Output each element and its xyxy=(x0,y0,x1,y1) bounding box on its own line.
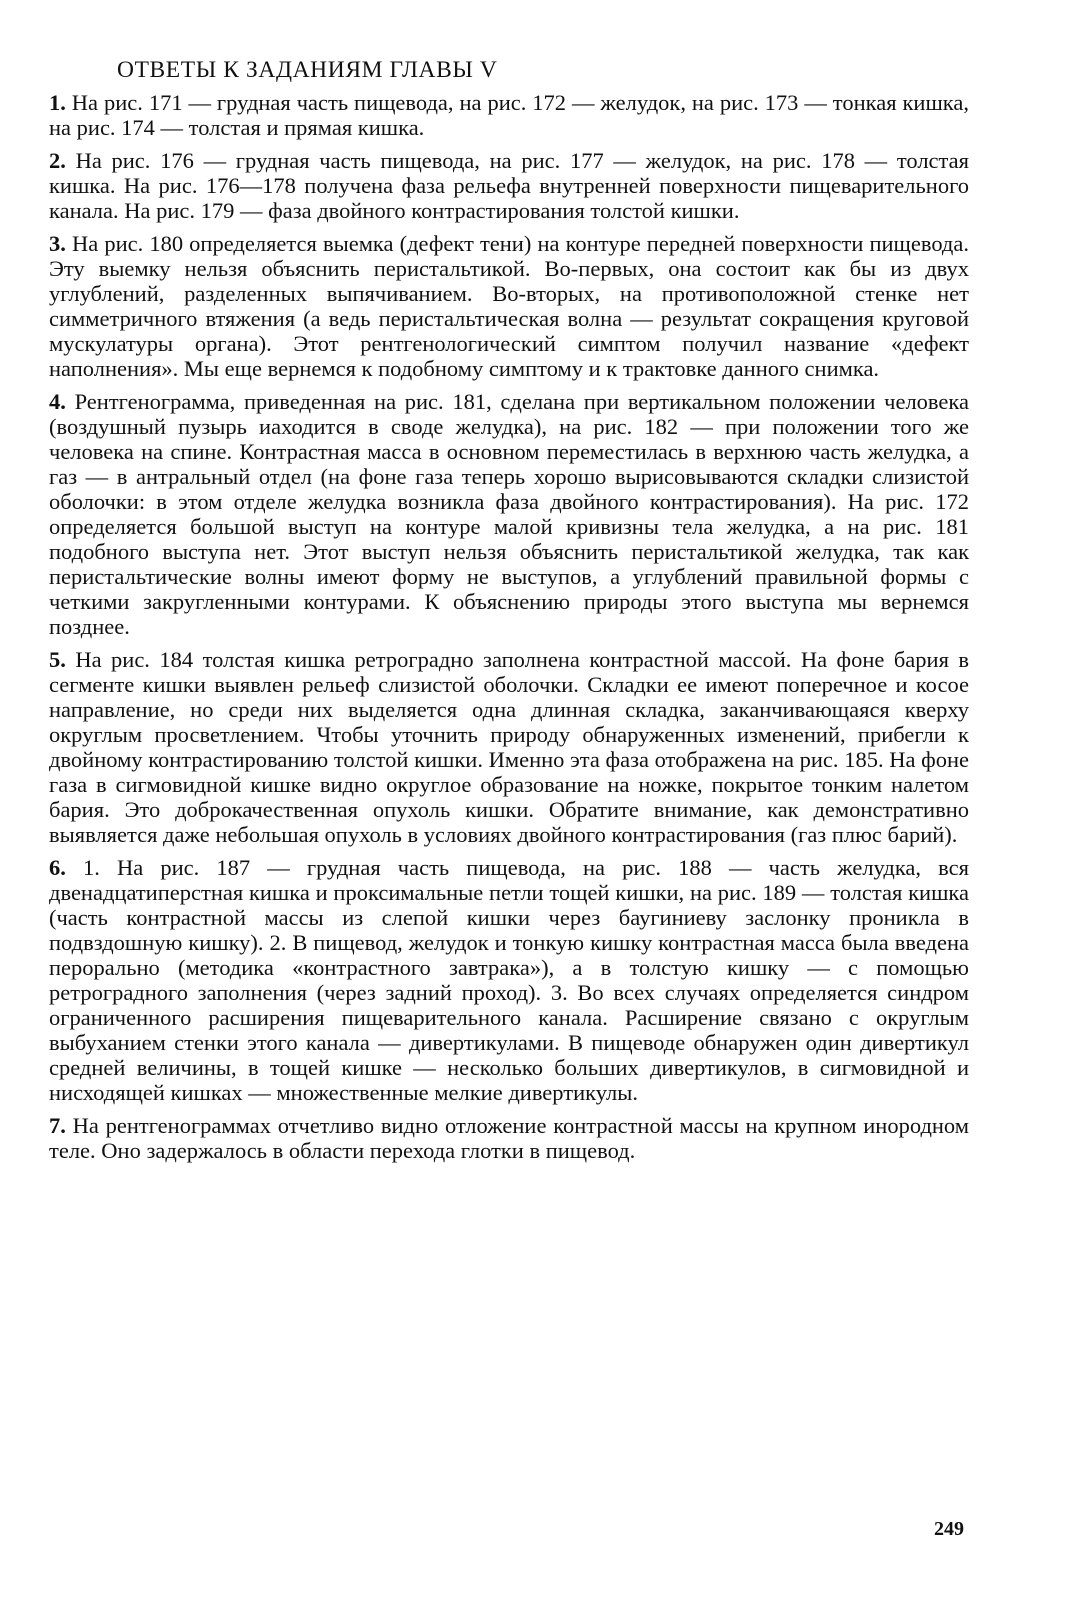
answer-number: 7. xyxy=(49,1113,66,1138)
document-page xyxy=(49,50,969,1570)
answer-number: 3. xyxy=(49,231,66,256)
answer-5 xyxy=(49,647,969,847)
answer-text: На рис. 184 толстая кишка ретроградно заполнена контрастной массой. На фоне бария в сегменте кишки выявлен рельеф слизистой оболочки. Складки ее имеют поперечное и косое направление, но среди них выделяется одна длинная складка, заканчивающаяся кверху округлым просветлением. Чтобы уточнить природу обнаруженных изменений, прибегли к двойному контрастированию толстой кишки. Именно эта фаза отображена на рис. 185. На фоне газа в сигмовидной кишке видно округлое образование на ножке, покрытое тонким налетом бария. Это доброкачественная опухоль кишки. Обратите внимание, как демонстративно выявляется даже небольшая опухоль в условиях двойного контрастирования (газ плюс барий). xyxy=(49,647,969,847)
answer-2 xyxy=(49,148,969,223)
answer-text: На рис. 171 — грудная часть пищевода, на рис. 172 — желудок, на рис. 173 — тонкая кишка, на рис. 174 — толстая и прямая кишка. xyxy=(49,90,969,140)
answer-3 xyxy=(49,231,969,381)
answer-4 xyxy=(49,389,969,639)
answer-number: 2. xyxy=(49,148,66,173)
answer-text: 1. На рис. 187 — грудная часть пищевода, на рис. 188 — часть желудка, вся двенадцатиперстная кишка и проксимальные петли тощей кишки, на рис. 189 — толстая кишка (часть контрастной массы из слепой кишки через баугиниеву заслонку проникла в подвздошную кишку). 2. В пищевод, желудок и тонкую кишку контрастная масса была введена перорально (методика «контрастного завтрака»), а в толстую кишку — с помощью ретроградного заполнения (через задний проход). 3. Во всех случаях определяется синдром ограниченного расширения пищеварительного канала. Расширение связано с округлым выбуханием стенки этого канала — дивертикулами. В пищеводе обнаружен один дивертикул средней величины, в тощей кишке — несколько больших дивертикулов, в сигмовидной и нисходящей кишках — множественные мелкие дивертикулы. xyxy=(49,855,969,1105)
answer-text: Рентгенограмма, приведенная на рис. 181, сделана при вертикальном положении человека (воздушный пузырь иаходится в своде желудка), на рис. 182 — при положении того же человека на спине. Контрастная масса в основном переместилась в верхнюю часть желудка, а газ — в антральный отдел (на фоне газа теперь хорошо вырисовываются складки слизистой оболочки: в этом отделе желудка возникла фаза двойного контрастирования). На рис. 172 определяется большой выступ на контуре малой кривизны тела желудка, а на рис. 181 подобного выступа нет. Этот выступ нельзя объяснить перистальтикой желудка, так как перистальтические волны имеют форму не выступов, а углублений правильной формы с четкими закругленными контурами. К объяснению природы этого выступа мы вернемся позднее. xyxy=(49,389,969,639)
chapter-answers-heading: ОТВЕТЫ К ЗАДАНИЯМ ГЛАВЫ V xyxy=(117,57,498,83)
answer-7 xyxy=(49,1113,969,1163)
answer-1 xyxy=(49,90,969,140)
answer-text: На рентгенограммах отчетливо видно отложение контрастной массы на крупном инородном теле. Оно задержалось в области перехода глотки в пищевод. xyxy=(49,1113,969,1163)
answer-number: 6. xyxy=(49,855,66,880)
answer-number: 1. xyxy=(49,90,66,115)
answer-6 xyxy=(49,855,969,1105)
answer-text: На рис. 176 — грудная часть пищевода, на рис. 177 — желудок, на рис. 178 — толстая кишка. На рис. 176—178 получена фаза рельефа внутренней поверхности пищеварительного канала. На рис. 179 — фаза двойного контрастирования толстой кишки. xyxy=(49,148,969,223)
answer-number: 5. xyxy=(49,647,66,672)
page-number: 249 xyxy=(934,1518,964,1540)
answer-number: 4. xyxy=(49,389,66,414)
answer-text: На рис. 180 определяется выемка (дефект тени) на контуре передней поверхности пищевода. Эту выемку нельзя объяснить перистальтикой. Во-первых, она состоит как бы из двух углублений, разделенных выпячиванием. Во-вторых, на противоположной стенке нет симметричного втяжения (а ведь перистальтическая волна — результат сокращения круговой мускулатуры органа). Этот рентгенологический симптом получил название «дефект наполнения». Мы еще вернемся к подобному симптому и к трактовке данного снимка. xyxy=(49,231,969,381)
